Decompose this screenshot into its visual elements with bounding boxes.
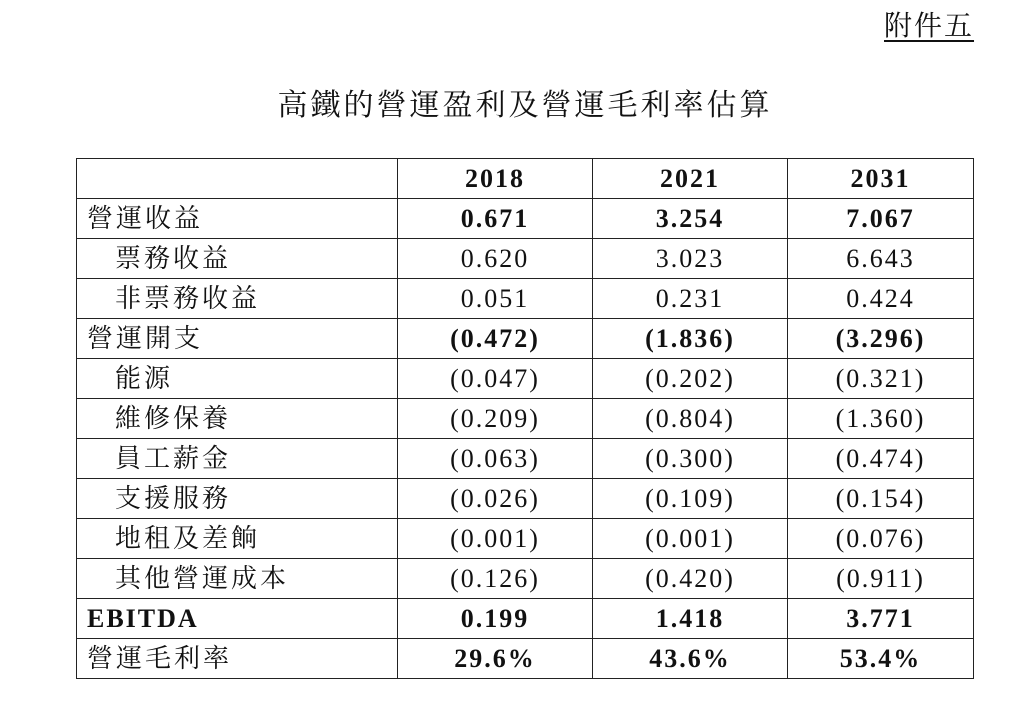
table-row xyxy=(77,559,974,599)
value-cell: (0.001) xyxy=(593,519,788,559)
value-cell: (0.472) xyxy=(398,319,593,359)
value-cell: 0.051 xyxy=(398,279,593,319)
page-title: 高鐵的營運盈利及營運毛利率估算 xyxy=(277,88,773,123)
table-row xyxy=(77,239,974,279)
row-label: 票務收益 xyxy=(77,239,398,279)
row-label: 員工薪金 xyxy=(77,439,398,479)
value-cell: 53.4% xyxy=(788,639,974,679)
value-cell: (0.911) xyxy=(788,559,974,599)
value-cell: (0.063) xyxy=(398,439,593,479)
value-cell: (0.109) xyxy=(593,479,788,519)
estimate-table xyxy=(76,158,974,679)
value-cell: (0.047) xyxy=(398,359,593,399)
value-cell: 0.199 xyxy=(398,599,593,639)
value-cell: (0.001) xyxy=(398,519,593,559)
value-cell: (0.804) xyxy=(593,399,788,439)
value-cell: 0.620 xyxy=(398,239,593,279)
table-row xyxy=(77,199,974,239)
value-cell: 0.231 xyxy=(593,279,788,319)
table-row xyxy=(77,599,974,639)
value-cell: (0.126) xyxy=(398,559,593,599)
value-cell: 3.254 xyxy=(593,199,788,239)
value-cell: 1.418 xyxy=(593,599,788,639)
value-cell: (0.202) xyxy=(593,359,788,399)
table-row xyxy=(77,359,974,399)
row-label: 營運開支 xyxy=(77,319,398,359)
value-cell: (0.026) xyxy=(398,479,593,519)
row-label: 非票務收益 xyxy=(77,279,398,319)
value-cell: (1.360) xyxy=(788,399,974,439)
value-cell: (1.836) xyxy=(593,319,788,359)
row-label: 營運收益 xyxy=(77,199,398,239)
value-cell: 0.424 xyxy=(788,279,974,319)
table-row xyxy=(77,639,974,679)
header-blank-cell xyxy=(77,159,398,199)
table-row xyxy=(77,519,974,559)
table-row xyxy=(77,399,974,439)
value-cell: (0.076) xyxy=(788,519,974,559)
value-cell: (0.154) xyxy=(788,479,974,519)
table-header-row xyxy=(77,159,974,199)
annex-label: 附件五 xyxy=(884,9,975,42)
table-row xyxy=(77,439,974,479)
table-row xyxy=(77,279,974,319)
header-year: 2031 xyxy=(788,159,974,199)
value-cell: (0.209) xyxy=(398,399,593,439)
value-cell: 0.671 xyxy=(398,199,593,239)
header-year: 2018 xyxy=(398,159,593,199)
table-row xyxy=(77,479,974,519)
value-cell: (0.420) xyxy=(593,559,788,599)
value-cell: 29.6% xyxy=(398,639,593,679)
value-cell: 43.6% xyxy=(593,639,788,679)
value-cell: 7.067 xyxy=(788,199,974,239)
value-cell: (0.474) xyxy=(788,439,974,479)
header-year: 2021 xyxy=(593,159,788,199)
value-cell: 6.643 xyxy=(788,239,974,279)
row-label: 地租及差餉 xyxy=(77,519,398,559)
row-label: 營運毛利率 xyxy=(77,639,398,679)
value-cell: (0.321) xyxy=(788,359,974,399)
row-label: 能源 xyxy=(77,359,398,399)
table-row xyxy=(77,319,974,359)
value-cell: (3.296) xyxy=(788,319,974,359)
value-cell: (0.300) xyxy=(593,439,788,479)
row-label: 支援服務 xyxy=(77,479,398,519)
value-cell: 3.023 xyxy=(593,239,788,279)
value-cell: 3.771 xyxy=(788,599,974,639)
row-label: EBITDA xyxy=(77,599,398,639)
row-label: 維修保養 xyxy=(77,399,398,439)
row-label: 其他營運成本 xyxy=(77,559,398,599)
